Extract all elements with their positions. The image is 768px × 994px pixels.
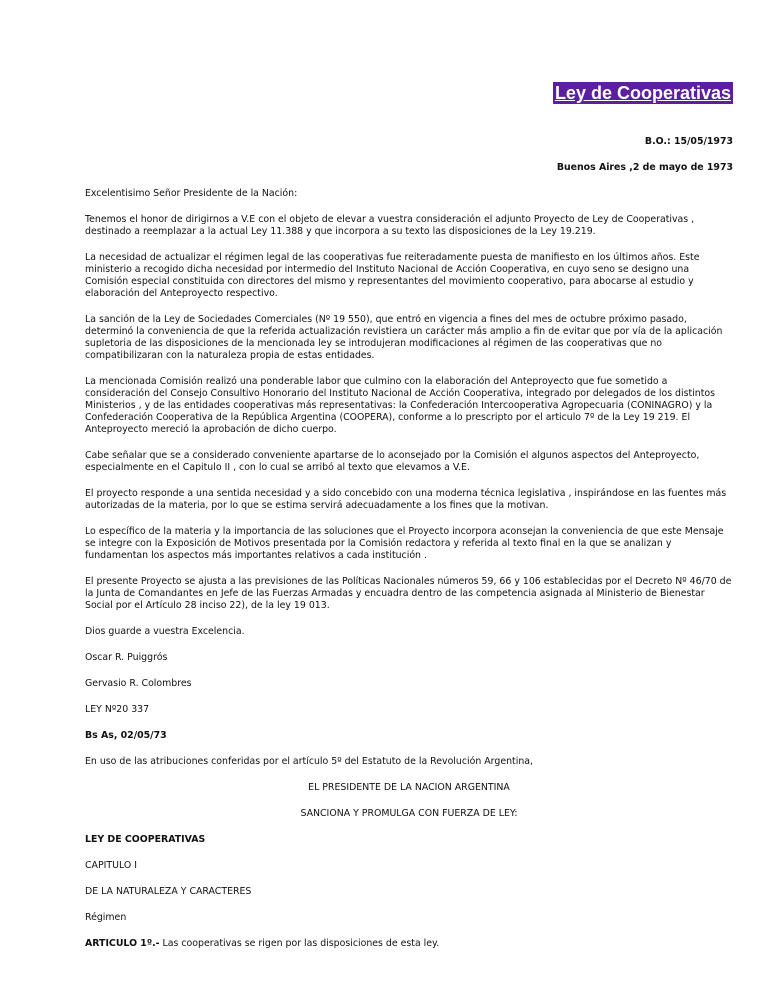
paragraph-4: La mencionada Comisión realizó una ponderable labor que culmino con la elaboración del Anteproyecto que fue sometido a consideración del Consejo Consultivo Honorario del Instituto Nacional de Acción Cooperativa, integrado por delegados de los distintos Ministerios , y de las entidades cooperativas más representativas: la Confederación Intercooperativa Agropecuaria (CONINAGRO) y la Confederación Cooperativa de la República Argentina (COOPERA), conforme a lo prescripto por el articulo 7º de la Ley 19 219. El Anteproyecto mereció la aprobación de dicho cuerpo. [85,376,716,435]
signer-2: Gervasio R. Colombres [85,678,192,689]
preamble: En uso de las atribuciones conferidas por el artículo 5º del Estatuto de la Revolución Argentina, [85,756,533,767]
paragraph-8: El presente Proyecto se ajusta a las previsiones de las Políticas Nacionales números 59, 66 y 106 establecidas por el Decreto Nº 46/70 de la Junta de Comandantes en Jefe de las Fuerzas Armadas y encuadra dentro de las competencia asignada al Ministerio de Bienestar Social por el Artículo 28 inciso 22), de la ley 19 013. [85,576,732,611]
document-title-link[interactable]: Ley de Cooperativas [554,83,731,103]
paragraph-2: La necesidad de actualizar el régimen legal de las cooperativas fue reiteradamente puesta de manifiesto en los últimos años. Este ministerio a recogido dicha necesidad por intermedio del Instituto Nacional de Acción Cooperativa, en cuyo seno se designo una Comisión especial constituida con directores del mismo y representantes del movimiento cooperativo, para abocarse al estudio y elaboración del Anteproyecto respectivo. [85,252,700,299]
closing: Dios guarde a vuestra Excelencia. [85,626,245,637]
sanciona-heading: SANCIONA Y PROMULGA CON FUERZA DE LEY: [300,808,518,819]
section-heading: Régimen [85,912,127,923]
law-number: LEY Nº20 337 [85,704,150,715]
article-1-label: ARTICULO 1º.- [85,938,160,949]
paragraph-5: Cabe señalar que se a considerado conveniente apartarse de lo aconsejado por la Comisión el algunos aspectos del Anteproyecto, especialmente en el Capitulo II , con lo cual se arribó al texto que elevamos a V.E. [85,450,700,473]
place-date: Buenos Aires ,2 de mayo de 1973 [556,162,733,173]
paragraph-1: Tenemos el honor de dirigirnos a V.E con el objeto de elevar a vuestra consideración el adjunto Proyecto de Ley de Cooperativas , destinado a reemplazar a la actual Ley 11.388 y que incorpora a su texto las disposiciones de la Ley 19.219. [85,214,695,237]
bulletin-date: B.O.: 15/05/1973 [644,136,733,147]
law-title: LEY DE COOPERATIVAS [85,834,206,845]
paragraph-6: El proyecto responde a una sentida necesidad y a sido concebido con una moderna técnica legislativa , inspirándose en las fuentes más autorizadas de la materia, por lo que se estima servirá adecuadamente a los fines que la motivan. [85,488,727,511]
president-heading: EL PRESIDENTE DE LA NACION ARGENTINA [308,782,510,793]
paragraph-7: Lo específico de la materia y la importancia de las soluciones que el Proyecto incorpora aconsejan la conveniencia de que este Mensaje se integre con la Exposición de Motivos presentada por la Comisión redactora y referida al texto final en la que se analizan y fundamentan los aspectos más importantes relativos a cada institución . [85,526,724,561]
article-1-text: Las cooperativas se rigen por las disposiciones de esta ley. [159,938,440,949]
chapter-title: DE LA NATURALEZA Y CARACTERES [85,886,252,897]
signer-1: Oscar R. Puiggrós [85,652,168,663]
paragraph-3: La sanción de la Ley de Sociedades Comerciales (Nº 19 550), que entró en vigencia a fines del mes de octubre próximo pasado, determinó la conveniencia de que la referida actualización revistiera un carácter más amplio a fin de evitar que por vía de la aplicación supletoria de las disposiciones de la mencionada ley se introdujeran modificaciones al régimen de las cooperativas que no compatibilizaran con la naturaleza propia de estas entidades. [85,314,723,361]
salutation: Excelentisimo Señor Presidente de la Nación: [85,188,298,199]
chapter-heading: CAPITULO I [85,860,137,871]
title-row [553,82,733,104]
document-body [85,188,733,964]
law-date: Bs As, 02/05/73 [85,730,167,741]
article-1 [85,938,733,950]
